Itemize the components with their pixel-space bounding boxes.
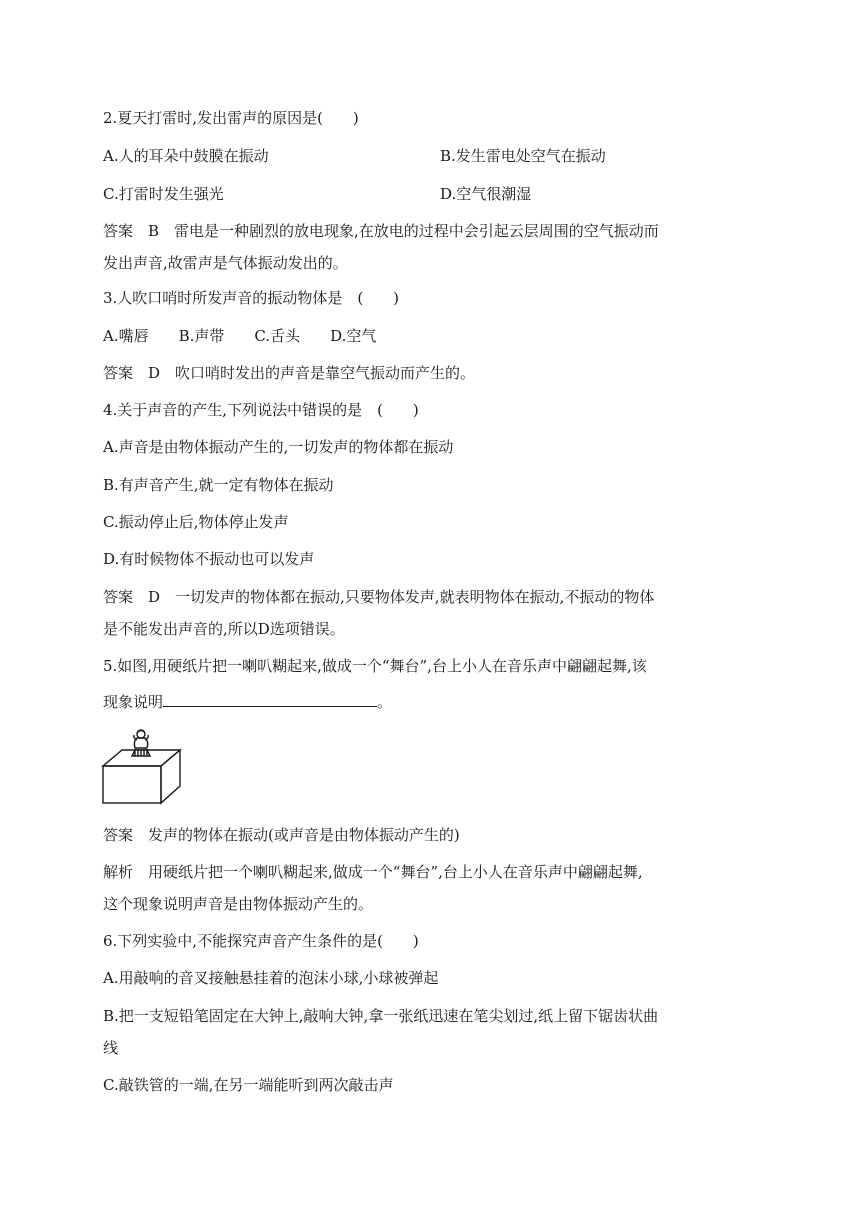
q2-option-a: A.人的耳朵中鼓膜在振动: [103, 147, 269, 165]
q6-stem: 6.下列实验中,不能探究声音产生条件的是( ): [103, 932, 419, 950]
q6-option-b-line-1: B.把一支短铅笔固定在大钟上,敲响大钟,拿一张纸迅速在笔尖划过,纸上留下锯齿状曲: [103, 1007, 659, 1025]
q5-explanation-line-2: 这个现象说明声音是由物体振动产生的。: [103, 895, 374, 913]
q5-stem-suffix: 。: [377, 693, 393, 711]
answer-blank: [163, 690, 377, 707]
q4-option-c: C.振动停止后,物体停止发声: [103, 513, 289, 531]
q4-answer-line-2: 是不能发出声音的,所以D选项错误。: [103, 620, 345, 638]
q4-option-b: B.有声音产生,就一定有物体在振动: [103, 476, 334, 494]
q5-stem-line-2: [103, 690, 392, 712]
q5-stem-line-1: 5.如图,用硬纸片把一喇叭糊起来,做成一个“舞台”,台上小人在音乐声中翩翩起舞,该: [103, 657, 647, 675]
q2-answer-line-1: 答案 B 雷电是一种剧烈的放电现象,在放电的过程中会引起云层周围的空气振动而: [103, 222, 659, 240]
q3-stem: 3.人吹口哨时所发声音的振动物体是 ( ): [103, 289, 400, 307]
q4-option-a: A.声音是由物体振动产生的,一切发声的物体都在振动: [103, 438, 454, 456]
stage-figure: [100, 728, 190, 808]
q5-explanation-line-1: 解析 用硬纸片把一个喇叭糊起来,做成一个“舞台”,台上小人在音乐声中翩翩起舞,: [103, 863, 643, 881]
q3-answer: 答案 D 吹口哨时发出的声音是靠空气振动而产生的。: [103, 364, 476, 382]
q4-stem: 4.关于声音的产生,下列说法中错误的是 ( ): [103, 401, 419, 419]
q2-option-c: C.打雷时发生强光: [103, 185, 224, 203]
q5-answer: 答案 发声的物体在振动(或声音是由物体振动产生的): [103, 826, 460, 844]
q6-option-c: C.敲铁管的一端,在另一端能听到两次敲击声: [103, 1076, 394, 1094]
q5-stem-prefix: 现象说明: [103, 693, 164, 711]
q6-option-a: A.用敲响的音叉接触悬挂着的泡沫小球,小球被弹起: [103, 969, 439, 987]
q2-stem: 2.夏天打雷时,发出雷声的原因是( ): [103, 109, 359, 127]
q2-answer-line-2: 发出声音,故雷声是气体振动发出的。: [103, 254, 348, 272]
q2-option-d: D.空气很潮湿: [440, 185, 532, 203]
q6-option-b-line-2: 线: [103, 1039, 119, 1057]
q3-options: A.嘴唇 B.声带 C.舌头 D.空气: [103, 327, 377, 345]
q2-option-b: B.发生雷电处空气在振动: [440, 147, 606, 165]
q4-option-d: D.有时候物体不振动也可以发声: [103, 550, 315, 568]
q4-answer-line-1: 答案 D 一切发声的物体都在振动,只要物体发声,就表明物体在振动,不振动的物体: [103, 588, 655, 606]
